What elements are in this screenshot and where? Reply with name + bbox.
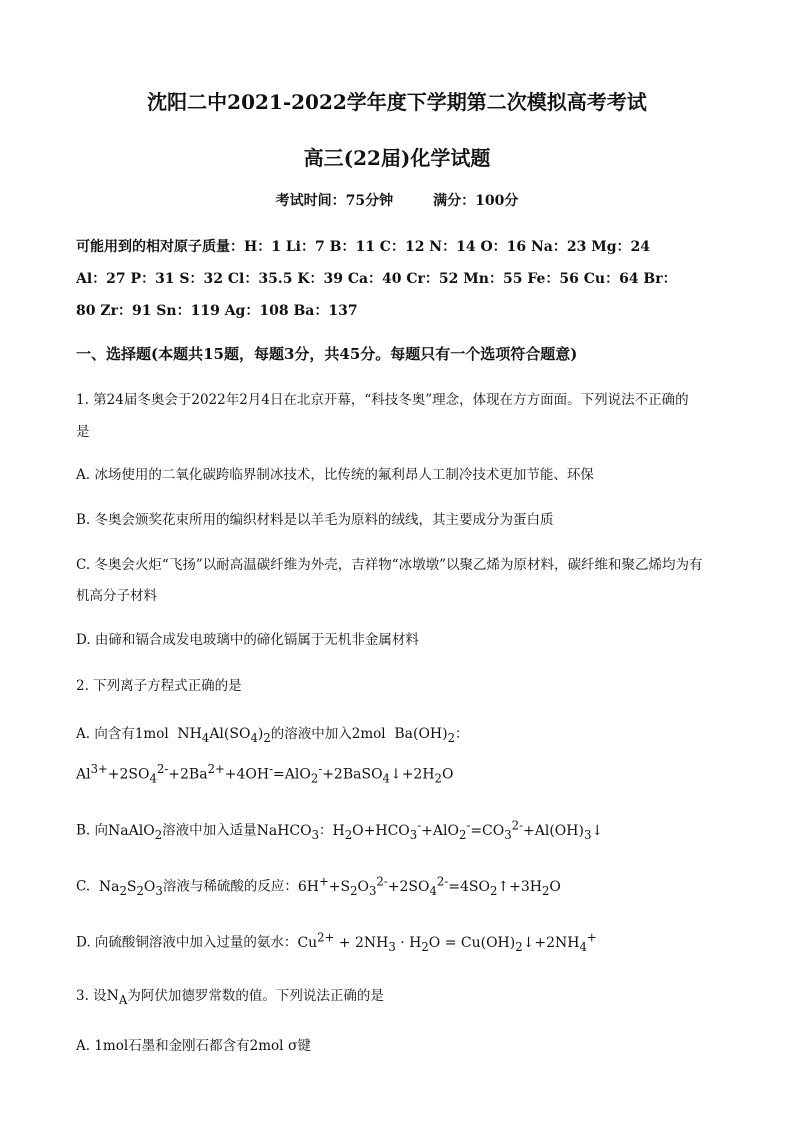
q1-option-a: A. 冰场使用的二氧化碳跨临界制冰技术，比传统的氟利昂人工制冷技术更加节能、环保 bbox=[76, 467, 594, 483]
section-heading: 一、选择题(本题共15题，每题3分，共45分。每题只有一个选项符合题意) bbox=[76, 345, 578, 363]
exam-meta bbox=[0, 190, 794, 210]
q3-stem: 3. 设$N_A$为阿伏加德罗常数的值。下列说法正确的是 bbox=[76, 988, 384, 1007]
atomic-mass-line-1: 可能用到的相对原子质量：H：1 Li：7 B：11 C：12 N：14 O：16 Na：23 Mg：24 bbox=[76, 239, 651, 255]
q1-option-c-line2: 机高分子材料 bbox=[76, 588, 157, 604]
q1-option-b: B. 冬奥会颁奖花束所用的编织材料是以羊毛为原料的绒线，其主要成分为蛋白质 bbox=[76, 512, 554, 528]
q2-c-equation: $6H^++S_2O_3^{2-}+2SO_4^{2-}=4SO_2↑+3H_2O$ bbox=[297, 874, 561, 898]
q2-option-a: A. 向含有1mol $NH_4Al(SO_4)_2$的溶液中加入2mol $Ba(OH)_2$： bbox=[76, 726, 469, 745]
q2-b-formula-nahco3: NaHCO$_3$ bbox=[256, 822, 320, 842]
q1-option-d: D. 由碲和镉合成发电玻璃中的碲化镉属于无机非金属材料 bbox=[76, 632, 419, 648]
q1-stem-line1: 1. 第24届冬奥会于2022年2月4日在北京开幕，“科技冬奥”理念，体现在方方面面。下列说法不正确的 bbox=[76, 392, 689, 408]
exam-time: 考试时间：75分钟 bbox=[275, 193, 394, 209]
q2-option-c: C. $Na_2S_2O_3$溶液与稀硫酸的反应：$6H^++S_2O_3^{2-}+2SO_4^{2-}=4SO_2↑+3H_2O$ bbox=[76, 874, 561, 898]
q2-a-formula-baoh2: $Ba(OH)_2$ bbox=[389, 726, 456, 745]
q2-d-equation: $Cu^{2+} + 2NH_3 \cdot H_2O$ = $Cu(OH)_2↓+2NH_4^+$ bbox=[297, 930, 597, 954]
q2-a-equation: $Al^{3+}+2SO_4^{2-}+2Ba^{2+}+4OH^-=AlO_2^-+2BaSO_4↓+2H_2O$ bbox=[76, 762, 454, 786]
q2-option-d: D. 向硫酸铜溶液中加入过量的氨水：$Cu^{2+} + 2NH_3 \cdot H_2O$ = $Cu(OH)_2↓+2NH_4^+$ bbox=[76, 930, 597, 954]
q2-b-equation: $H_2O+HCO_3^-+AlO_2^-=CO_3^{2-}+Al(OH)_3↓$ bbox=[332, 818, 604, 842]
q3-sigma-symbol: σ bbox=[283, 1038, 298, 1054]
atomic-mass-line-2: Al：27 P：31 S：32 Cl：35.5 K：39 Ca：40 Cr：52 Mn：55 Fe：56 Cu：64 Br： bbox=[76, 271, 677, 287]
q3-option-a: A. 1mol石墨和金刚石都含有2mol σ键 bbox=[76, 1038, 312, 1054]
q2-option-b: B. 向NaAlO$_2$溶液中加入适量NaHCO$_3$：$H_2O+HCO_3^-+AlO_2^-=CO_3^{2-}+Al(OH)_3↓$ bbox=[76, 818, 604, 842]
q2-c-formula-na2s2o3: $Na_2S_2O_3$ bbox=[94, 878, 163, 898]
exam-title: 沈阳二中2021-2022学年度下学期第二次模拟高考考试 bbox=[147, 90, 647, 114]
exam-subtitle: 高三(22届)化学试题 bbox=[303, 146, 491, 170]
q2-a-formula-nh4al: $NH_4Al(SO_4)_2$ bbox=[172, 726, 271, 745]
atomic-mass-line-3: 80 Zr：91 Sn：119 Ag：108 Ba：137 bbox=[76, 303, 358, 319]
q3-formula-na: $N_A$ bbox=[106, 988, 128, 1007]
q2-stem: 2. 下列离子方程式正确的是 bbox=[76, 678, 242, 694]
q1-stem-line2: 是 bbox=[76, 424, 90, 440]
q1-option-c-line1: C. 冬奥会火炬“飞扬”以耐高温碳纤维为外壳，吉祥物“冰墩墩”以聚乙烯为原材料，碳纤维和聚乙烯均为有 bbox=[76, 557, 703, 573]
q2-b-formula-naalo2: NaAlO$_2$ bbox=[108, 822, 163, 842]
exam-score: 满分：100分 bbox=[433, 193, 519, 209]
